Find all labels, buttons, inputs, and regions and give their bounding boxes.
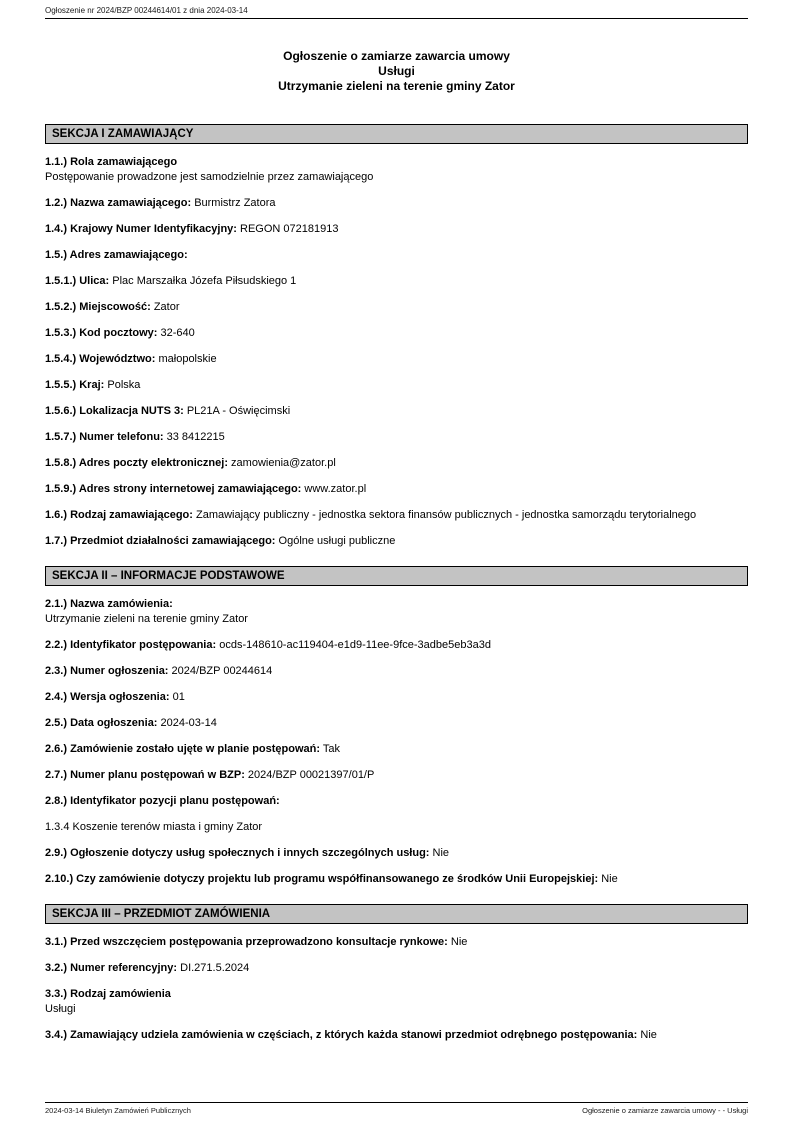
field-label: 1.1.) Rola zamawiającego [45, 156, 178, 168]
field-label: 1.7.) Przedmiot działalności zamawiającego: [45, 535, 276, 547]
section-heading-2: SEKCJA II – INFORMACJE PODSTAWOWE [45, 566, 748, 586]
field-value: Polska [107, 379, 141, 391]
field-label: 2.9.) Ogłoszenie dotyczy usług społecznych i innych szczególnych usług: [45, 847, 430, 859]
field-2-8-value [45, 820, 748, 835]
field-label: 1.4.) Krajowy Numer Identyfikacyjny: [45, 223, 237, 235]
field-label: 1.5.3.) Kod pocztowy: [45, 327, 158, 339]
section-2-content [45, 597, 748, 887]
field-value: Nie [432, 847, 450, 859]
field-2-6 [45, 742, 748, 757]
field-1-7 [45, 534, 748, 549]
field-3-1 [45, 935, 748, 950]
field-value: PL21A - Oświęcimski [186, 405, 291, 417]
field-value: małopolskie [158, 353, 217, 365]
field-label: 3.3.) Rodzaj zamówienia [45, 988, 171, 1000]
section-heading-3: SEKCJA III – PRZEDMIOT ZAMÓWIENIA [45, 904, 748, 924]
field-value: 2024-03-14 [160, 717, 217, 729]
field-value: 2024/BZP 00244614 [171, 665, 273, 677]
page-footer [45, 1106, 748, 1115]
field-value: 2024/BZP 00021397/01/P [247, 769, 375, 781]
field-1-5-4 [45, 352, 748, 367]
field-value: 32-640 [160, 327, 195, 339]
section-3-content [45, 935, 748, 1043]
field-2-4 [45, 690, 748, 705]
field-3-4 [45, 1028, 748, 1043]
field-1-1 [45, 155, 748, 185]
section-heading-1: SEKCJA I ZAMAWIAJĄCY [45, 124, 748, 144]
field-1-5-3 [45, 326, 748, 341]
field-2-10 [45, 872, 748, 887]
field-value: Nie [601, 873, 618, 885]
field-2-8 [45, 794, 748, 809]
title-line-notice-type: Ogłoszenie o zamiarze zawarcia umowy [283, 49, 510, 63]
field-2-7 [45, 768, 748, 783]
field-label: 1.5.6.) Lokalizacja NUTS 3: [45, 405, 184, 417]
field-value: 1.3.4 Koszenie terenów miasta i gminy Zator [45, 821, 263, 833]
field-2-3 [45, 664, 748, 679]
field-1-4 [45, 222, 748, 237]
field-label: 1.5.7.) Numer telefonu: [45, 431, 164, 443]
field-value-website: www.zator.pl [304, 483, 367, 495]
field-label: 3.4.) Zamawiający udziela zamówienia w częściach, z których każda stanowi przedmiot odrębnego postępowania: [45, 1029, 638, 1041]
field-1-5-2 [45, 300, 748, 315]
field-label: 1.5.8.) Adres poczty elektronicznej: [45, 457, 228, 469]
section-1-content [45, 155, 748, 549]
field-value: Usługi [45, 1003, 76, 1015]
field-value: ocds-148610-ac119404-e1d9-11ee-9fce-3adbe5eb3a3d [219, 639, 491, 651]
field-value: DI.271.5.2024 [180, 962, 250, 974]
field-value: Nie [450, 936, 468, 948]
field-value: Zator [153, 301, 180, 313]
field-value: REGON 072181913 [240, 223, 339, 235]
field-2-5 [45, 716, 748, 731]
field-1-5-6 [45, 404, 748, 419]
field-2-2 [45, 638, 748, 653]
field-label: 1.5.9.) Adres strony internetowej zamawiającego: [45, 483, 302, 495]
field-3-2 [45, 961, 748, 976]
field-value: Nie [640, 1029, 657, 1041]
field-value: Tak [322, 743, 341, 755]
field-label: 2.10.) Czy zamówienie dotyczy projektu lub programu współfinansowanego ze środków Unii Europejskiej: [45, 873, 599, 885]
field-label: 2.1.) Nazwa zamówienia: [45, 598, 173, 610]
field-value: Burmistrz Zatora [194, 197, 276, 209]
field-label: 2.4.) Wersja ogłoszenia: [45, 691, 170, 703]
field-value: Utrzymanie zieleni na terenie gminy Zator [45, 613, 248, 625]
field-label: 1.5.2.) Miejscowość: [45, 301, 151, 313]
field-3-3 [45, 987, 748, 1017]
field-label: 1.6.) Rodzaj zamawiającego: [45, 509, 193, 521]
field-2-1 [45, 597, 748, 627]
field-value-email: zamowienia@zator.pl [231, 457, 336, 469]
field-1-6 [45, 508, 748, 523]
footer-divider [45, 1102, 748, 1103]
page-header [45, 0, 748, 19]
field-value: 33 8412215 [166, 431, 225, 443]
field-label: 2.8.) Identyfikator pozycji planu postępowań: [45, 795, 280, 807]
field-1-2 [45, 196, 748, 211]
field-label: 1.2.) Nazwa zamawiającego: [45, 197, 192, 209]
field-1-5-7 [45, 430, 748, 445]
field-value: Postępowanie prowadzone jest samodzielnie przez zamawiającego [45, 171, 374, 183]
field-1-5-1 [45, 274, 748, 289]
footer-right-text: Ogłoszenie o zamiarze zawarcia umowy - - Usługi [582, 1106, 748, 1115]
document-title [45, 49, 748, 94]
field-1-5 [45, 248, 748, 263]
field-label: 2.7.) Numer planu postępowań w BZP: [45, 769, 245, 781]
field-label: 3.1.) Przed wszczęciem postępowania przeprowadzono konsultacje rynkowe: [45, 936, 448, 948]
field-1-5-8 [45, 456, 748, 471]
field-label: 2.5.) Data ogłoszenia: [45, 717, 158, 729]
field-value: Ogólne usługi publiczne [278, 535, 396, 547]
field-value: 01 [172, 691, 185, 703]
field-label: 2.3.) Numer ogłoszenia: [45, 665, 169, 677]
notice-reference: Ogłoszenie nr 2024/BZP 00244614/01 z dnia 2024-03-14 [45, 6, 248, 15]
title-line-subject: Utrzymanie zieleni na terenie gminy Zator [278, 79, 515, 93]
title-line-category: Usługi [378, 64, 415, 78]
field-value: Zamawiający publiczny - jednostka sektora finansów publicznych - jednostka samorządu terytorialnego [196, 509, 697, 521]
field-label: 2.6.) Zamówienie zostało ujęte w planie postępowań: [45, 743, 321, 755]
field-label: 1.5.4.) Województwo: [45, 353, 156, 365]
field-label: 3.2.) Numer referencyjny: [45, 962, 178, 974]
field-label: 1.5.1.) Ulica: [45, 275, 110, 287]
field-label: 2.2.) Identyfikator postępowania: [45, 639, 217, 651]
field-label: 1.5.5.) Kraj: [45, 379, 105, 391]
footer-left-text: 2024-03-14 Biuletyn Zamówień Publicznych [45, 1106, 191, 1115]
field-value: Plac Marszałka Józefa Piłsudskiego 1 [112, 275, 297, 287]
field-1-5-9 [45, 482, 748, 497]
field-1-5-5 [45, 378, 748, 393]
field-2-9 [45, 846, 748, 861]
field-label: 1.5.) Adres zamawiającego: [45, 249, 188, 261]
